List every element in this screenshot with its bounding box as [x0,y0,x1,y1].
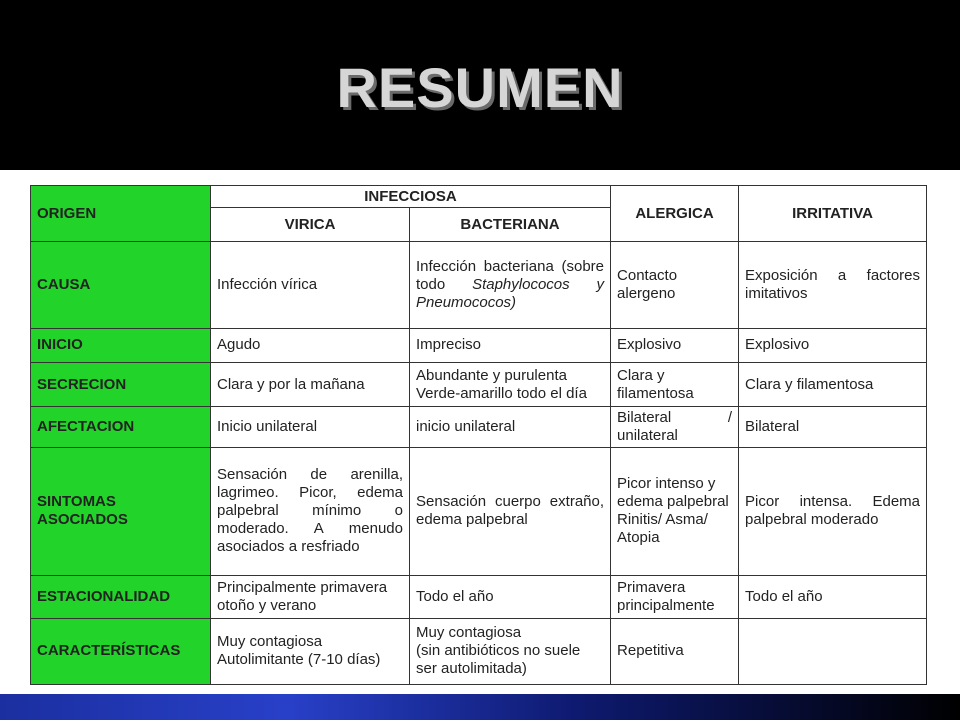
cell-bacteriana: Todo el año [410,576,611,618]
cell-line: Rinitis/ Asma/ Atopia [617,511,708,547]
table-row [31,447,927,576]
cell-alergica [611,447,739,576]
cell-line: Verde-amarillo todo el día [416,384,587,402]
cell-line: Muy contagiosa [416,624,522,642]
table-row [31,618,927,684]
table-row [31,242,927,329]
cell-line: Muy contagiosa [217,633,323,651]
cell-virica: Principalmente primavera otoño y verano [211,576,410,618]
cell-alergica: Repetitiva [611,618,739,684]
cell-virica: Clara y por la mañana [211,363,410,407]
cell-irritativa: Explosivo [739,328,927,362]
cell-line: Autolimitante (7-10 días) [217,651,381,669]
cell-virica [211,618,410,684]
cell-virica: Inicio unilateral [211,407,410,447]
bottom-decoration-bar [0,694,960,720]
cell-text: Infección bacteriana (sobre todo [416,258,605,294]
title-area [0,0,960,170]
cell-irritativa: Exposición a factores imitativos [739,242,927,329]
row-label-estacionalidad: ESTACIONALIDAD [31,576,211,618]
slide-title: RESUMEN [336,56,624,119]
cell-line: Picor intenso y edema palpebral [617,475,729,511]
cell-line: (sin antibióticos no suele ser autolimitada) [416,642,581,678]
table-area [0,170,960,694]
cell-bacteriana [410,363,611,407]
cell-line: Abundante y purulenta [416,366,567,384]
cell-bacteriana: inicio unilateral [410,407,611,447]
cell-virica: Agudo [211,328,410,362]
cell-bacteriana: Impreciso [410,328,611,362]
header-virica: VIRICA [211,208,410,242]
header-irritativa: IRRITATIVA [739,186,927,242]
row-label-causa: CAUSA [31,242,211,329]
summary-table [30,185,927,685]
row-label-secrecion: SECRECION [31,363,211,407]
table-row [31,407,927,447]
table-row [31,363,927,407]
header-alergica: ALERGICA [611,186,739,242]
header-origen: ORIGEN [31,186,211,242]
row-label-afectacion: AFECTACION [31,407,211,447]
row-label-sintomas: SINTOMAS ASOCIADOS [31,447,211,576]
cell-alergica: Primavera principalmente [611,576,739,618]
table-row [31,576,927,618]
row-label-inicio: INICIO [31,328,211,362]
cell-irritativa [739,618,927,684]
cell-alergica: Bilateral / unilateral [611,407,739,447]
cell-irritativa: Clara y filamentosa [739,363,927,407]
row-label-caracteristicas: CARACTERÍSTICAS [31,618,211,684]
table-row [31,328,927,362]
cell-bacteriana: Sensación cuerpo extraño, edema palpebral [410,447,611,576]
cell-text-italic: Staphylococos y Pneumococos) [416,276,605,312]
cell-alergica: Contacto alergeno [611,242,739,329]
header-infecciosa: INFECCIOSA [211,186,611,208]
cell-virica: Sensación de arenilla, lagrimeo. Picor, edema palpebral mínimo o moderado. A menudo asociados a resfriado [211,447,410,576]
cell-bacteriana [410,618,611,684]
cell-irritativa: Picor intensa. Edema palpebral moderado [739,447,927,576]
header-bacteriana: BACTERIANA [410,208,611,242]
cell-irritativa: Todo el año [739,576,927,618]
table-header-row [31,186,927,208]
cell-alergica: Explosivo [611,328,739,362]
cell-bacteriana [410,242,611,329]
cell-virica: Infección vírica [211,242,410,329]
cell-irritativa: Bilateral [739,407,927,447]
cell-alergica: Clara y filamentosa [611,363,739,407]
